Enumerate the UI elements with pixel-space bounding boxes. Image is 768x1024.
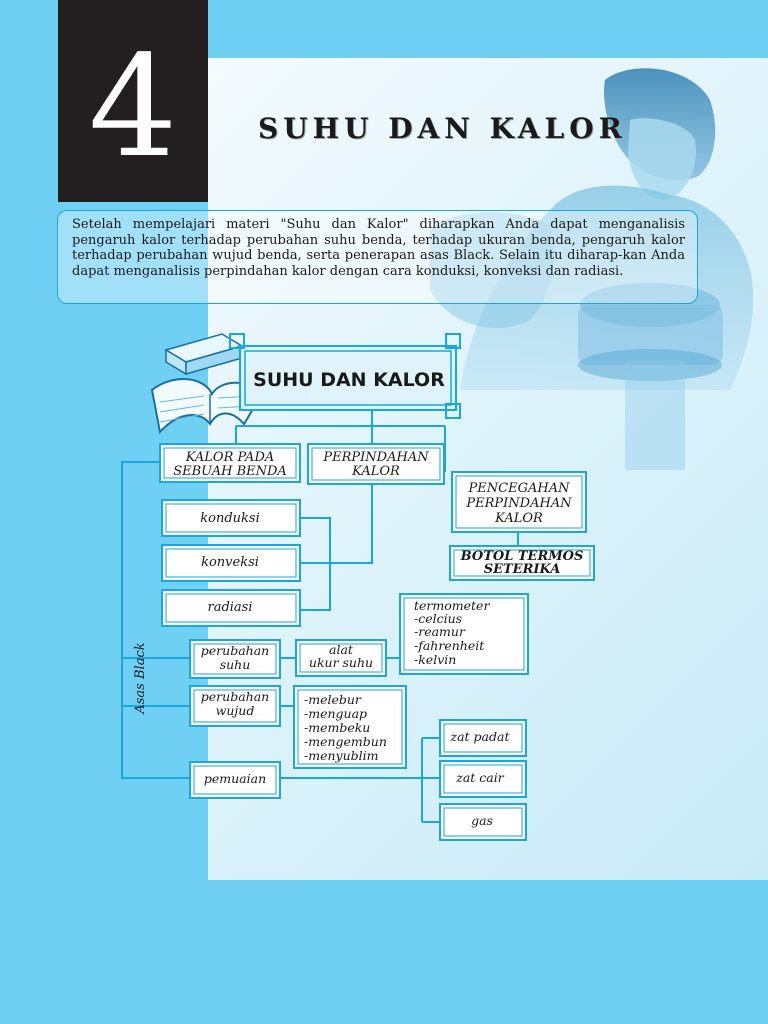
wujud-item-3: -membeku [304,720,371,735]
node-perubahan-wujud [190,686,280,726]
pemuaian-label: pemuaian [203,771,267,786]
node-konduksi [162,500,300,536]
root-label: SUHU DAN KALOR [253,369,445,391]
node-konveksi [162,545,300,581]
konduksi-label: konduksi [200,511,260,526]
termometer-line5: -kelvin [414,652,457,667]
learning-objective-text: Setelah mempelajari materi "Suhu dan Kalor" diharapkan Anda dapat menganalisis pengaruh kalor terhadap perubahan suhu benda, terhadap ukuran benda, pengaruh kalor terhadap perubahan wujud benda, serta penerapan asas Black. Selain itu diharap-kan Anda dapat menganalisis perpindahan kalor dengan cara konduksi, konveksi dan radiasi. [72,217,685,279]
node-zat-padat [440,720,526,756]
node-gas [440,804,526,840]
termometer-line1: termometer [414,598,490,613]
perpindahan-kalor-line1: PERPINDAHAN [323,450,429,465]
node-pemuaian [190,762,280,798]
zat-padat-label: zat padat [450,729,510,744]
konveksi-label: konveksi [201,555,259,570]
node-radiasi [162,590,300,626]
perubahan-wujud-line1: perubahan [200,689,270,704]
connector-methods [300,484,372,610]
radiasi-label: radiasi [207,600,253,615]
termometer-line4: -fahrenheit [414,638,485,653]
node-perubahan-suhu [190,640,280,678]
node-alat-ukur [296,640,386,676]
wujud-item-4: -mengembun [304,734,387,749]
asas-black-label: Asas Black [133,642,148,714]
alat-ukur-line2: ukur suhu [308,655,374,670]
perubahan-wujud-line2: wujud [215,703,255,718]
kalor-pada-benda-line1: KALOR PADA [185,450,275,465]
node-perpindahan-kalor [308,444,444,484]
node-kalor-pada-benda [160,444,300,482]
node-termometer [400,594,528,674]
kalor-pada-benda-line2: SEBUAH BENDA [173,464,287,479]
pencegahan-line1: PENCEGAHAN [468,481,570,496]
alat-ukur-line1: alat [329,642,353,657]
gas-label: gas [471,813,493,828]
wujud-item-1: -melebur [304,692,361,707]
wujud-item-5: -menyublim [304,748,379,763]
pencegahan-line3: KALOR [495,511,543,526]
perubahan-suhu-line2: suhu [219,657,251,672]
zat-cair-label: zat cair [456,770,504,785]
botol-line2: SETERIKA [483,562,561,577]
perubahan-suhu-line1: perubahan [200,643,270,658]
node-botol-termos [450,546,594,580]
termometer-line2: -celcius [414,611,463,626]
wujud-item-2: -menguap [304,706,368,721]
node-zat-cair [440,761,526,797]
pencegahan-line2: PERPINDAHAN [466,496,572,511]
node-wujud-list [294,686,406,768]
chapter-number: 4 [88,26,178,189]
root-node [230,334,460,418]
termometer-line3: -reamur [414,624,465,639]
node-pencegahan [452,472,586,532]
botol-line1: BOTOL TERMOS [460,549,584,564]
chapter-title: SUHU DAN KALOR [258,112,627,145]
perpindahan-kalor-line2: KALOR [352,464,400,479]
